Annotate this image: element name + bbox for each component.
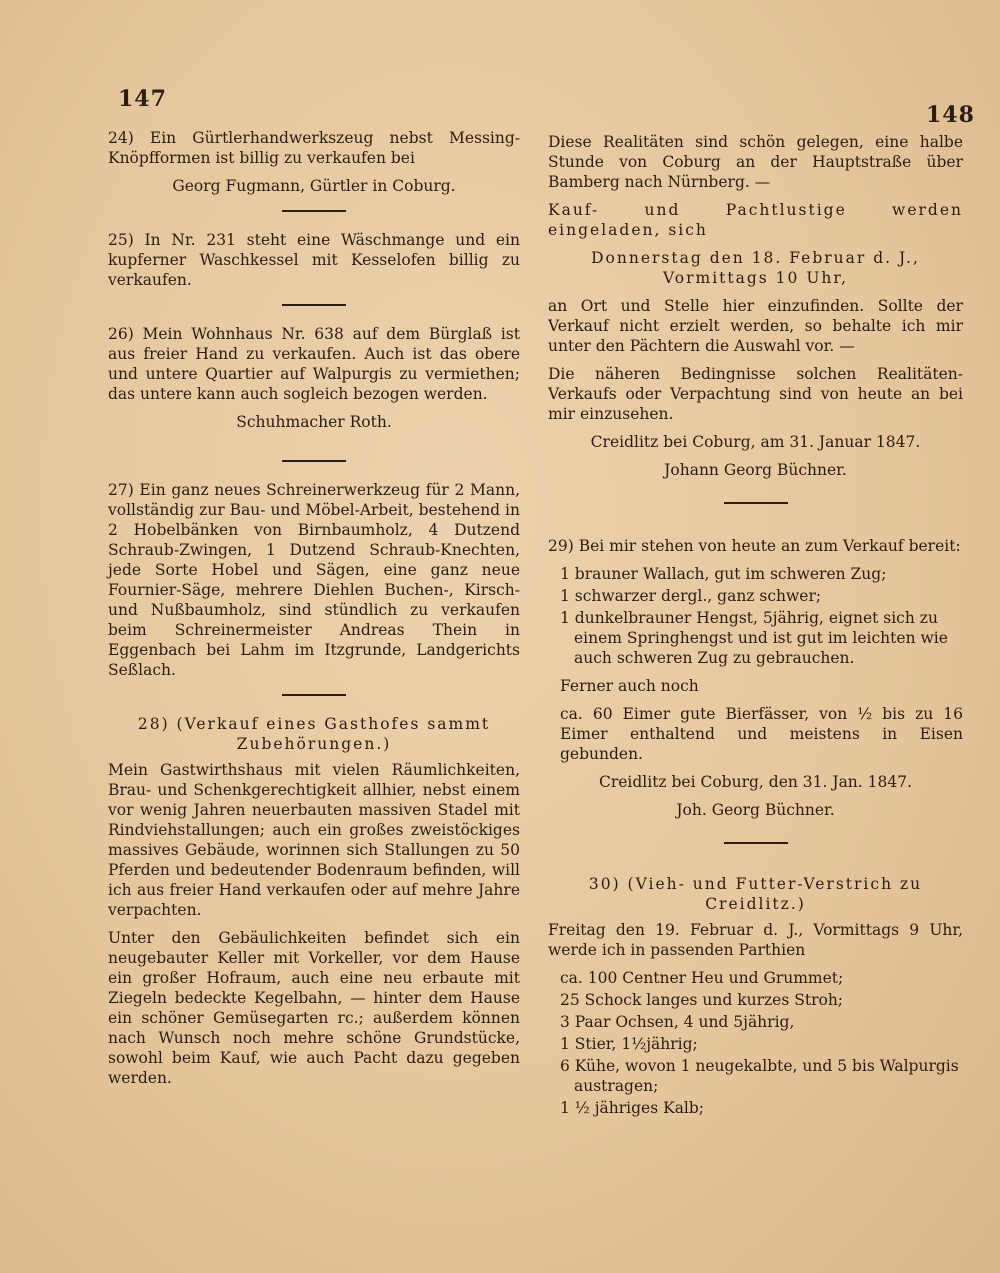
ad-27-text: 27) Ein ganz neues Schreinerwerkzeug für 2 Mann, vollständig zur Bau- und Möbel-Arbeit, bestehend in 2 Hobelbänken von Birnbaumholz, 4 Dutzend Schraub-Zwingen, 1 Dutzend Schraub-Knechten, jede Sorte Hobel und Sägen, eine ganz neue Fournier-Säge, mehrere Diehlen Buchen-, Kirsch- und Nußbaumholz, sind stündlich zu verkaufen beim Schreinermeister Andreas Thein in Eggenbach bei Lahm im Itzgrunde, Landgerichts Seßlach. <box>108 481 520 679</box>
ad-28-cont-date: Donnerstag den 18. Februar d. J., Vormittags 10 Uhr, <box>591 249 920 287</box>
ad-30-list <box>548 968 963 1118</box>
ad-29-signature: Joh. Georg Büchner. <box>676 801 835 819</box>
list-item: 1 brauner Wallach, gut im schweren Zug; <box>560 565 887 583</box>
right-column <box>548 132 963 1126</box>
list-item: 1 ½ jähriges Kalb; <box>560 1099 705 1117</box>
ad-29-text-3: ca. 60 Eimer gute Bierfässer, von ½ bis zu 16 Eimer enthaltend und meistens in Eisen gebunden. <box>560 705 963 763</box>
ad-30-text: Freitag den 19. Februar d. J., Vormittags 9 Uhr, werde ich in passenden Parthien <box>548 921 963 959</box>
ad-28-cont-signature: Johann Georg Büchner. <box>664 461 847 479</box>
list-item: 1 schwarzer dergl., ganz schwer; <box>560 587 822 605</box>
list-item: 1 dunkelbrauner Hengst, 5jährig, eignet sich zu einem Springhengst und ist gut im leichten wie auch schweren Zug zu gebrauchen. <box>560 609 948 667</box>
ad-28-cont-text-4: an Ort und Stelle hier einzufinden. Sollte der Verkauf nicht erzielt werden, so behalte ich mir unter den Pächtern die Auswahl vor. — <box>548 297 963 355</box>
page-number-left: 147 <box>118 86 167 112</box>
divider <box>724 842 788 844</box>
ad-25-text: 25) In Nr. 231 steht eine Wäschmange und ein kupferner Waschkessel mit Kesselofen billig zu verkaufen. <box>108 231 520 289</box>
list-item: 3 Paar Ochsen, 4 und 5jährig, <box>560 1013 795 1031</box>
left-column <box>108 128 520 1096</box>
divider <box>282 210 346 212</box>
ad-28-text-1: Mein Gastwirthshaus mit vielen Räumlichkeiten, Brau- und Schenkgerechtigkeit allhier, nebst einem vor wenig Jahren neuerbauten massiven Stadel mit Rindviehstallungen; auch ein großes zweistöckiges massives Gebäude, worinnen sich Stallungen zu 50 Pferden und bedeutender Bodenraum befinden, will ich aus freier Hand verkaufen oder auf mehre Jahre verpachten. <box>108 761 520 919</box>
ad-29-dateline: Creidlitz bei Coburg, den 31. Jan. 1847. <box>598 773 913 791</box>
ad-26-signature: Schuhmacher Roth. <box>236 413 392 431</box>
ad-28-cont-dateline: Creidlitz bei Coburg, am 31. Januar 1847. <box>590 433 921 451</box>
list-item: 1 Stier, 1½jährig; <box>560 1035 698 1053</box>
ad-29-list <box>548 564 963 668</box>
ad-29-text: 29) Bei mir stehen von heute an zum Verkauf bereit: <box>548 537 961 555</box>
divider <box>282 304 346 306</box>
ad-28-cont-text-5: Die näheren Bedingnisse solchen Realitäten-Verkaufs oder Verpachtung sind von heute an bei mir einzusehen. <box>548 365 963 423</box>
divider <box>724 502 788 504</box>
ad-29-text-2: Ferner auch noch <box>560 677 699 695</box>
ad-24-text: 24) Ein Gürtlerhandwerkszeug nebst Messing-Knöpfformen ist billig zu verkaufen bei <box>108 129 520 167</box>
ad-28-text-2: Unter den Gebäulichkeiten befindet sich ein neugebauter Keller mit Vorkeller, vor dem Hause ein großer Hofraum, auch eine neu erbaute mit Ziegeln bedeckte Kegelbahn, — hinter dem Hause ein schöner Gemüsegarten rc.; außerdem können nach Wunsch noch mehre schöne Grundstücke, sowohl beim Kauf, wie auch Pacht dazu gegeben werden. <box>108 929 520 1087</box>
list-item: 25 Schock langes und kurzes Stroh; <box>560 991 844 1009</box>
divider <box>282 460 346 462</box>
divider <box>282 694 346 696</box>
ad-28-heading: 28) (Verkauf eines Gasthofes sammt Zubehörungen.) <box>137 715 491 753</box>
ad-26-text: 26) Mein Wohnhaus Nr. 638 auf dem Bürglaß ist aus freier Hand zu verkaufen. Auch ist das obere und untere Quartier auf Walpurgis zu vermiethen; das untere kann auch sogleich bezogen werden. <box>108 325 520 403</box>
ad-28-cont-text-2: Kauf- und Pachtlustige werden eingeladen, sich <box>548 201 963 239</box>
ad-24-signature: Georg Fugmann, Gürtler in Coburg. <box>172 177 456 195</box>
list-item: ca. 100 Centner Heu und Grummet; <box>560 969 844 987</box>
ad-30-heading: 30) (Vieh- und Futter-Verstrich zu Creidlitz.) <box>588 875 923 913</box>
ad-28-cont-text-1: Diese Realitäten sind schön gelegen, eine halbe Stunde von Coburg an der Hauptstraße über Bamberg nach Nürnberg. — <box>548 133 963 191</box>
list-item: 6 Kühe, wovon 1 neugekalbte, und 5 bis Walpurgis austragen; <box>560 1057 959 1095</box>
page-number-right: 148 <box>926 102 975 128</box>
